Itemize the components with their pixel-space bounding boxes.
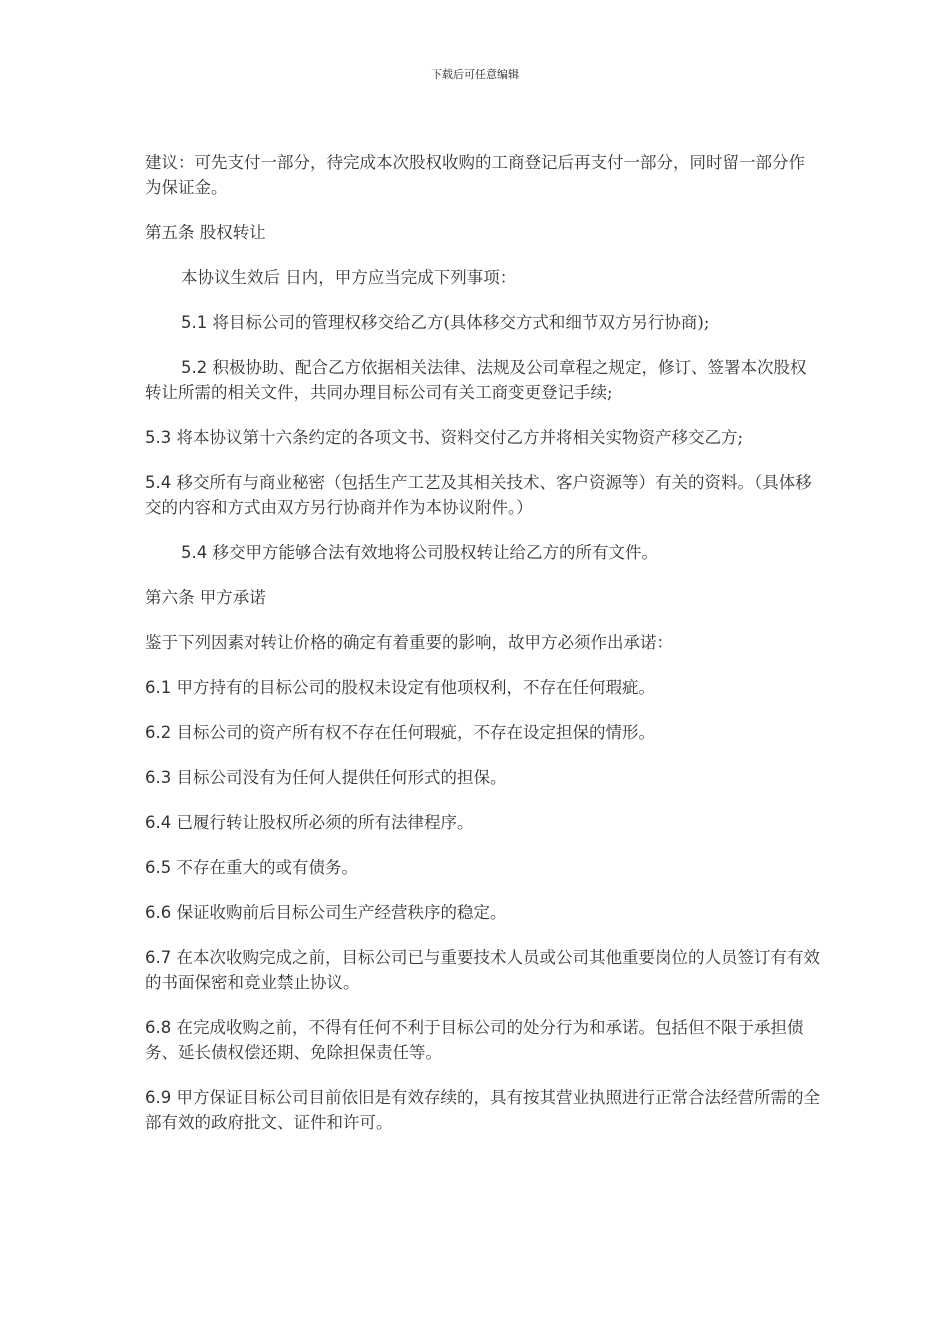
clause-number: 5.1 — [181, 313, 208, 332]
clause-5-3 — [145, 425, 821, 450]
clause-text: 将目标公司的管理权移交给乙方(具体移交方式和细节双方另行协商); — [207, 313, 710, 332]
clause-number: 6.9 — [145, 1088, 172, 1107]
clause-text: 甲方保证目标公司目前依旧是有效存续的，具有按其营业执照进行正常合法经营所需的全部有效的政府批文、证件和许可。 — [145, 1088, 820, 1132]
clause-text: 保证收购前后目标公司生产经营秩序的稳定。 — [171, 903, 507, 922]
clause-6-2 — [145, 720, 821, 745]
clause-number: 5.2 — [181, 358, 208, 377]
paragraph-text: 鉴于下列因素对转让价格的确定有着重要的影响，故甲方必须作出承诺： — [145, 633, 673, 652]
clause-number: 5.3 — [145, 428, 172, 447]
document-body — [145, 150, 821, 1155]
clause-text: 不存在重大的或有债务。 — [171, 858, 358, 877]
clause-text: 已履行转让股权所必须的所有法律程序。 — [171, 813, 474, 832]
paragraph-text: 第五条 股权转让 — [145, 223, 266, 242]
section-heading-article-5 — [145, 220, 821, 245]
clause-text: 目标公司没有为任何人提供任何形式的担保。 — [171, 768, 507, 787]
clause-6-1 — [145, 675, 821, 700]
clause-number: 6.8 — [145, 1018, 172, 1037]
clause-text: 目标公司的资产所有权不存在任何瑕疵，不存在设定担保的情形。 — [171, 723, 655, 742]
paragraph-article-5-intro — [145, 265, 821, 290]
clause-text: 甲方持有的目标公司的股权未设定有他项权利，不存在任何瑕疵。 — [171, 678, 655, 697]
paragraph-article-6-intro — [145, 630, 821, 655]
section-heading-article-6 — [145, 585, 821, 610]
clause-6-6 — [145, 900, 821, 925]
clause-5-1 — [145, 310, 821, 335]
clause-number: 5.4 — [145, 473, 172, 492]
paragraph-suggestion — [145, 150, 821, 200]
clause-text: 在本次收购完成之前，目标公司已与重要技术人员或公司其他重要岗位的人员签订有有效的书面保密和竞业禁止协议。 — [145, 948, 820, 992]
clause-text: 在完成收购之前，不得有任何不利于目标公司的处分行为和承诺。包括但不限于承担债务、延长债权偿还期、免除担保责任等。 — [145, 1018, 804, 1062]
clause-text: 将本协议第十六条约定的各项文书、资料交付乙方并将相关实物资产移交乙方; — [171, 428, 744, 447]
page-header-note: 下载后可任意编辑 — [431, 68, 519, 81]
clause-5-2 — [145, 355, 821, 405]
clause-number: 6.3 — [145, 768, 172, 787]
clause-6-7 — [145, 945, 821, 995]
clause-5-4-a — [145, 470, 821, 520]
clause-text: 积极协助、配合乙方依据相关法律、法规及公司章程之规定，修订、签署本次股权转让所需的相关文件，共同办理目标公司有关工商变更登记手续; — [145, 358, 807, 402]
clause-number: 6.4 — [145, 813, 172, 832]
clause-number: 6.1 — [145, 678, 172, 697]
clause-6-5 — [145, 855, 821, 880]
clause-5-4-b — [145, 540, 821, 565]
paragraph-text: 建议：可先支付一部分，待完成本次股权收购的工商登记后再支付一部分，同时留一部分作为保证金。 — [145, 153, 805, 197]
clause-6-4 — [145, 810, 821, 835]
clause-number: 6.5 — [145, 858, 172, 877]
clause-6-9 — [145, 1085, 821, 1135]
clause-number: 5.4 — [181, 543, 208, 562]
paragraph-text: 本协议生效后 日内，甲方应当完成下列事项： — [181, 268, 517, 287]
clause-6-3 — [145, 765, 821, 790]
clause-number: 6.6 — [145, 903, 172, 922]
clause-6-8 — [145, 1015, 821, 1065]
paragraph-text: 第六条 甲方承诺 — [145, 588, 266, 607]
clause-number: 6.2 — [145, 723, 172, 742]
clause-text: 移交甲方能够合法有效地将公司股权转让给乙方的所有文件。 — [207, 543, 658, 562]
clause-number: 6.7 — [145, 948, 172, 967]
clause-text: 移交所有与商业秘密（包括生产工艺及其相关技术、客户资源等）有关的资料。（具体移交的内容和方式由双方另行协商并作为本协议附件。） — [145, 473, 812, 517]
